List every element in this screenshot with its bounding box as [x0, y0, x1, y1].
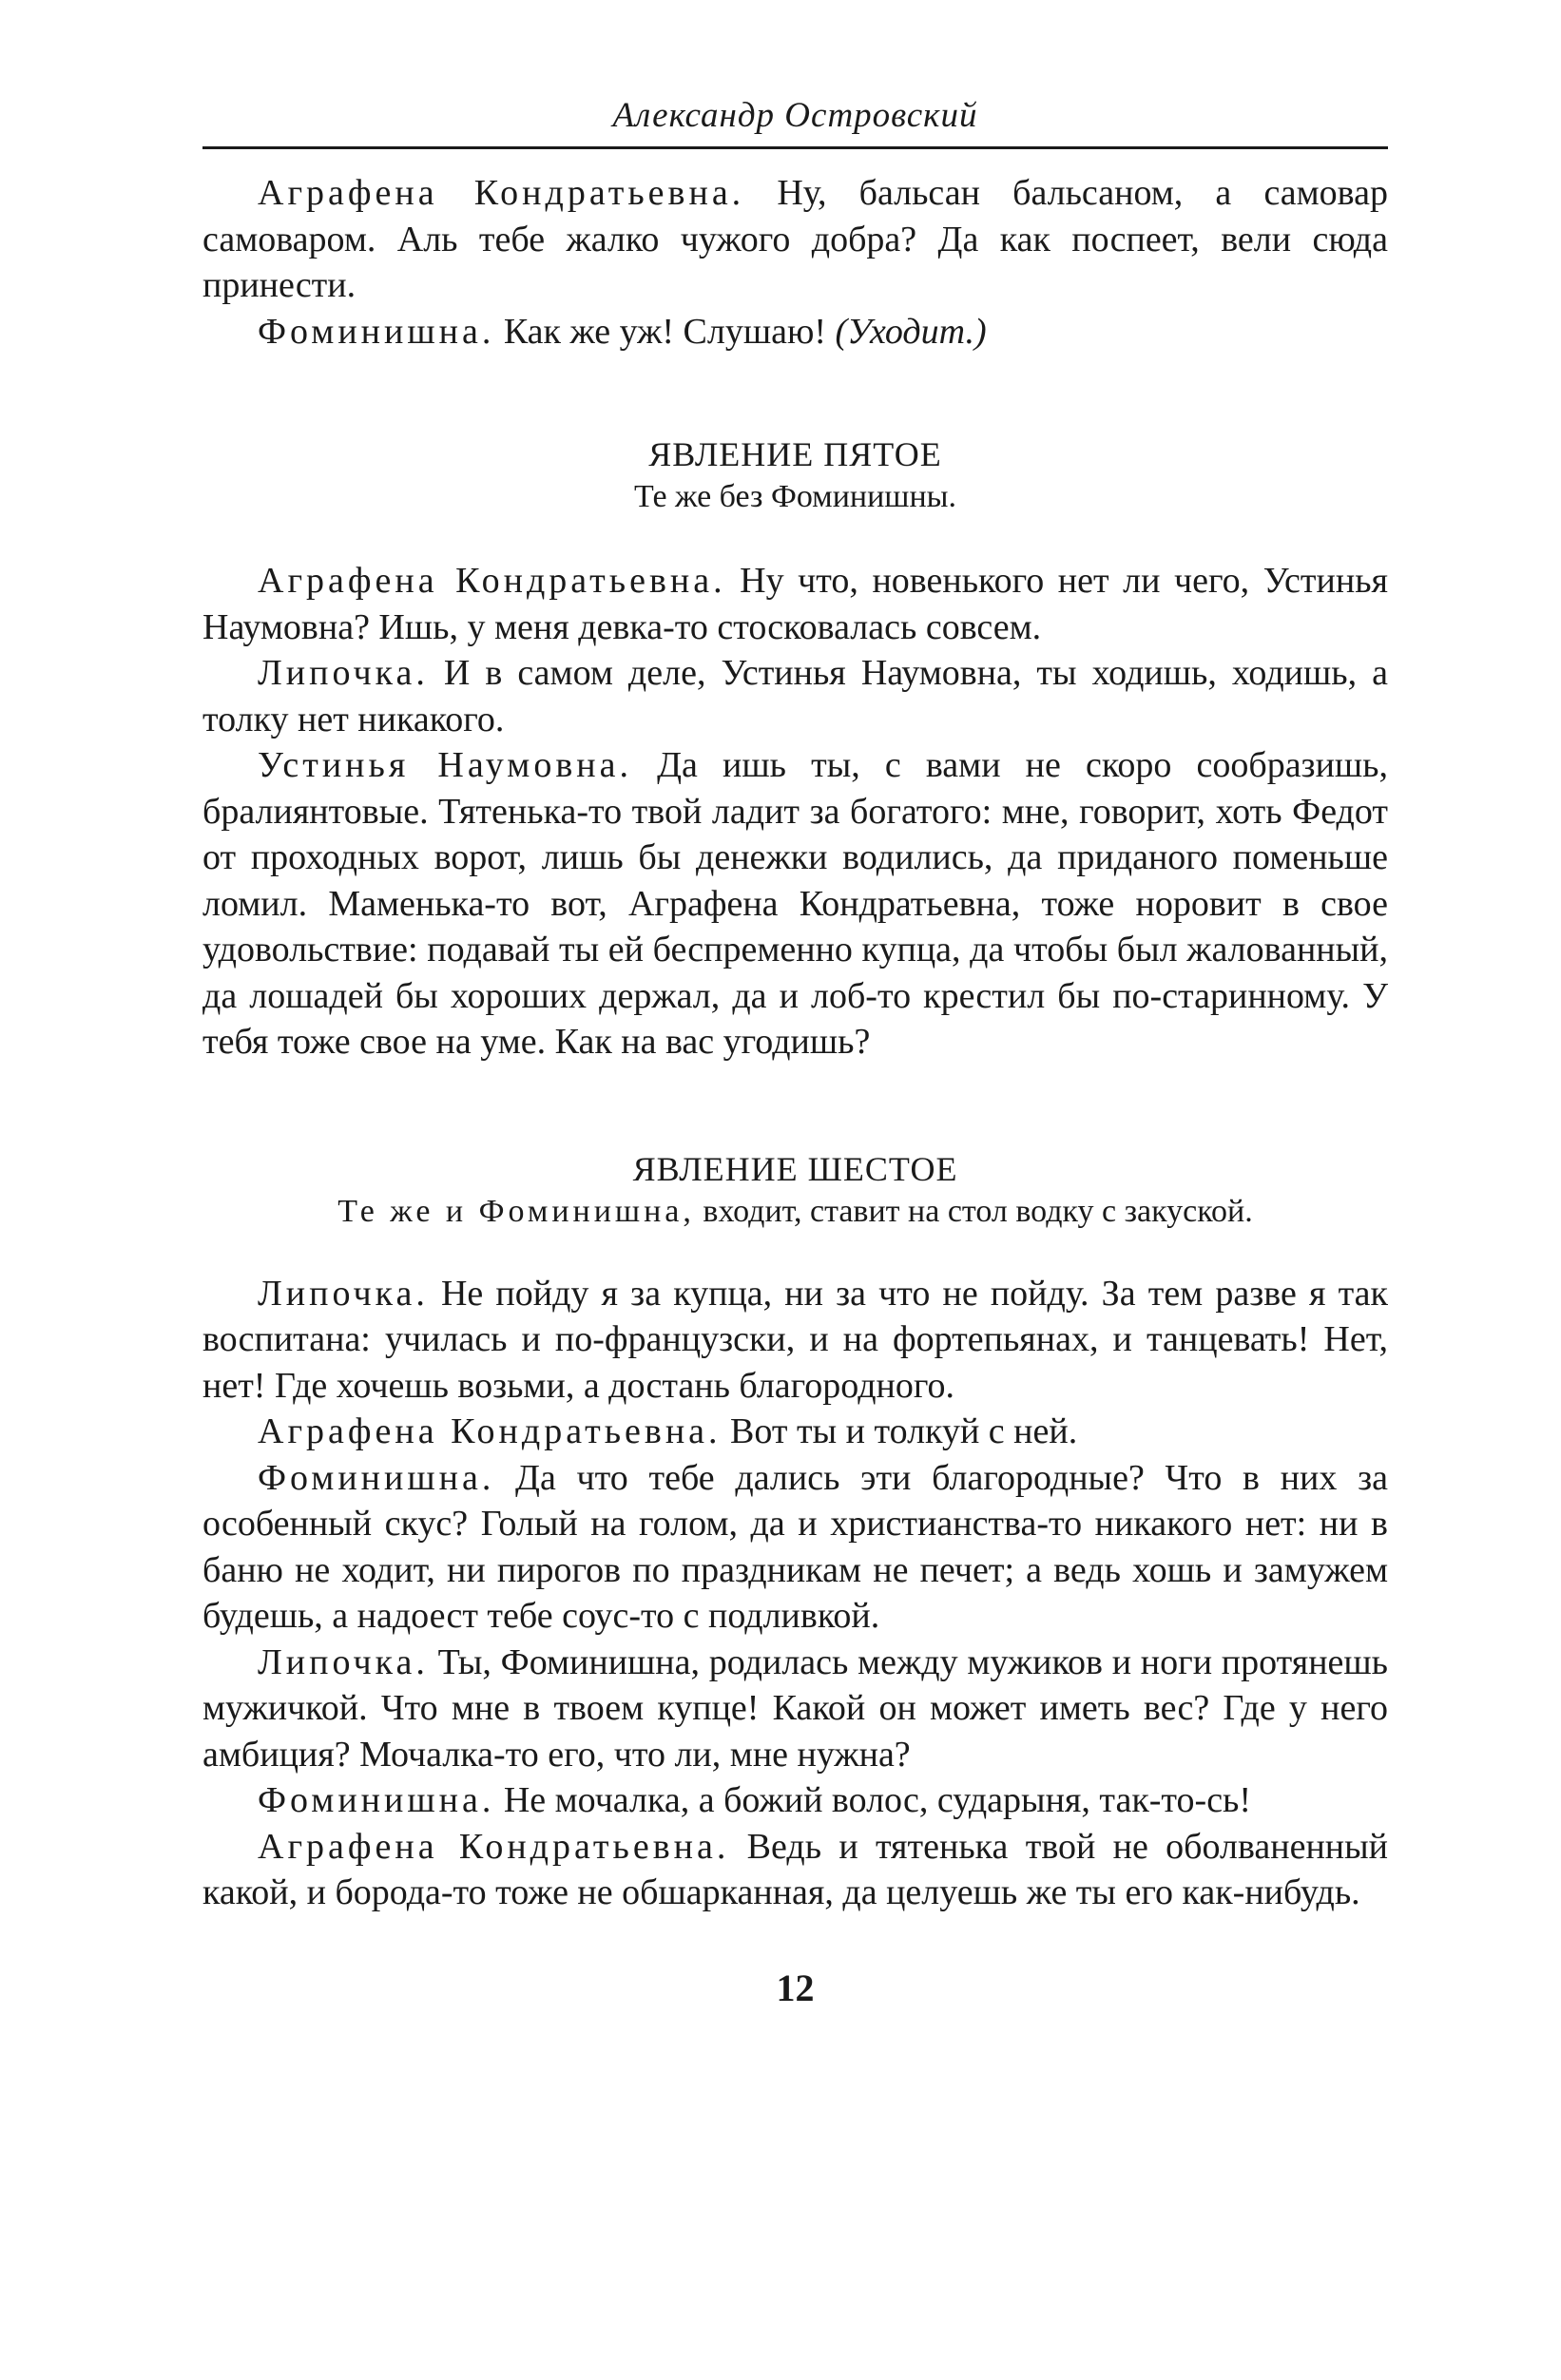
speech-text: Ну, бальсан бальсаном, а самовар самоваром. Аль тебе жалко чужого добра? Да как поспеет, вели сюда принести.	[202, 173, 1388, 305]
book-page	[202, 95, 1388, 2011]
dialogue-line	[202, 1777, 1388, 1824]
dialogue-line	[202, 742, 1388, 1065]
speaker-name: Фоминишна.	[258, 1457, 495, 1498]
speech-text: Да ишь ты, с вами не скоро сообразишь, бралиянтовые. Тятенька-то твой ладит за богатого: мне, говорит, хоть Федот от проходных ворот, лишь бы денежки водились, да приданого поменьше ломил. Маменька-то вот, Аграфена Кондратьевна, тоже норовит в свое удовольствие: подавай ты ей беспременно купца, да чтобы был жалованный, да лошадей бы хороших держал, да и лоб-то крестил бы по-старинному. У тебя тоже свое на уме. Как на вас угодишь?	[202, 745, 1388, 1062]
speaker-name: Фоминишна.	[258, 1780, 495, 1820]
speech-text: Как же уж! Слушаю!	[494, 311, 836, 352]
speech-text: Не пойду я за купца, ни за что не пойду. За тем разве я так воспитана: училась и по-французски, и на фортепьянах, и танцевать! Нет, нет! Где хочешь возьми, а достань благородного.	[202, 1273, 1388, 1406]
scene-note: Те же без Фоминишны.	[633, 479, 957, 514]
speaker-name: Липочка.	[258, 1641, 429, 1682]
speaker-name: Аграфена Кондратьевна.	[258, 173, 745, 213]
scene-heading: ЯВЛЕНИЕ ШЕСТОЕ	[632, 1149, 958, 1188]
speech-text: Не мочалка, а божий волос, сударыня, так-то-сь!	[494, 1780, 1252, 1820]
scene-note-lead: Те же и Фоминишна,	[337, 1193, 695, 1229]
speaker-name: Устинья Наумовна.	[258, 745, 632, 785]
scene-heading: ЯВЛЕНИЕ ПЯТОЕ	[648, 435, 942, 473]
speaker-name: Липочка.	[258, 653, 429, 693]
running-head-title: Александр Островский	[612, 96, 978, 135]
scene-6-dialogue	[202, 1271, 1388, 1916]
page-number: 12	[776, 1966, 815, 2009]
speech-text: Ведь и тятенька твой не оболваненный какой, и борода-то тоже не обшарканная, да целуешь же ты его как-нибудь.	[202, 1826, 1388, 1912]
speaker-name: Липочка.	[258, 1273, 429, 1314]
dialogue-line	[202, 170, 1388, 309]
dialogue-line	[202, 1640, 1388, 1778]
speech-text: Вот ты и толкуй с ней.	[721, 1411, 1078, 1451]
header-rule	[202, 146, 1388, 149]
dialogue-line	[202, 309, 1388, 355]
dialogue-line	[202, 1455, 1388, 1640]
dialogue-line	[202, 1824, 1388, 1916]
dialogue-line	[202, 558, 1388, 650]
speech-text: Ты, Фоминишна, родилась между мужиков и ноги протянешь мужичкой. Что мне в твоем купце! Какой он может иметь вес? Где у него амбиция? Мочалка-то его, что ли, мне нужна?	[202, 1641, 1388, 1775]
speaker-name: Аграфена Кондратьевна.	[258, 1411, 722, 1451]
scene-5-dialogue	[202, 558, 1388, 1065]
speaker-name: Аграфена Кондратьевна.	[258, 561, 726, 601]
speech-text: Ну что, новенького нет ли чего, Устинья Наумовна? Ишь, у меня девка-то стосковалась совсем.	[202, 561, 1388, 647]
speaker-name: Фоминишна.	[258, 311, 495, 352]
dialogue-line	[202, 650, 1388, 742]
scene-note	[202, 1191, 1388, 1233]
scene-note-rest: входит, ставит на стол водку с закуской.	[694, 1193, 1253, 1229]
speech-text: И в самом деле, Устинья Наумовна, ты ходишь, ходишь, а толку нет никакого.	[202, 653, 1388, 739]
dialogue-line	[202, 1271, 1388, 1410]
speaker-name: Аграфена Кондратьевна.	[258, 1826, 730, 1867]
stage-direction: (Уходит.)	[835, 311, 987, 352]
dialogue-line	[202, 1409, 1388, 1455]
speech-text: Да что тебе дались эти благородные? Что в них за особенный скус? Голый на голом, да и христианства-то никакого нет: ни в баню не ходит, ни пирогов по праздникам не печет; а ведь хошь и замужем будешь, а надоест тебе соус-то с подливкой.	[202, 1457, 1388, 1636]
